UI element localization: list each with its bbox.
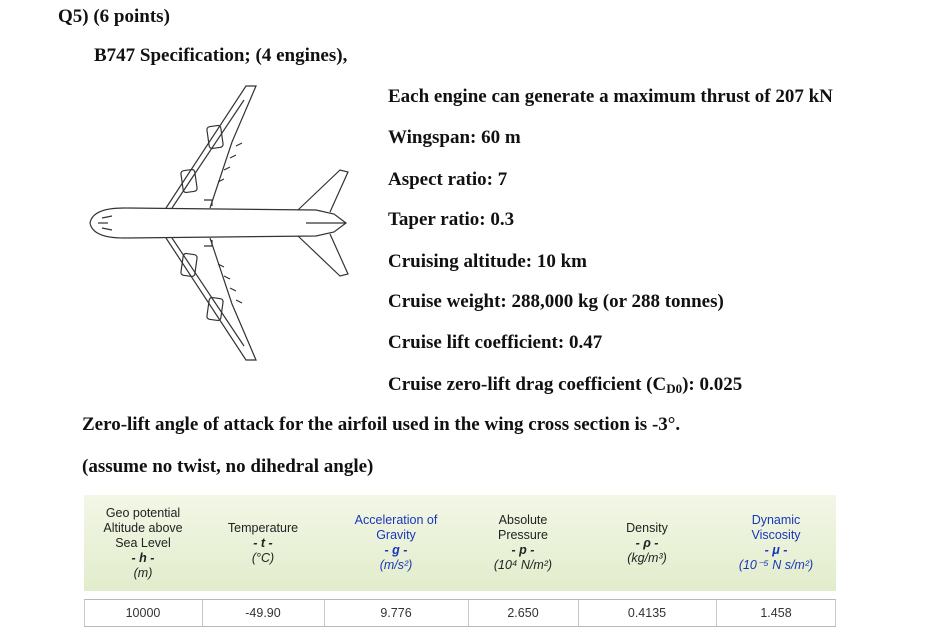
cell-density: 0.4135 — [627, 606, 667, 620]
drag-prefix: Cruise zero-lift drag coefficient (C — [388, 374, 667, 395]
spec-engine-thrust: Each engine can generate a maximum thrust of 207 kN — [388, 86, 833, 107]
aircraft-outline — [90, 86, 348, 360]
header-density: Density - ρ - (kg/m³) — [626, 520, 668, 565]
cell-gravity: 9.776 — [380, 606, 412, 620]
cell-temperature: -49.90 — [245, 606, 281, 620]
spec-lift-coefficient: Cruise lift coefficient: 0.47 — [388, 332, 603, 353]
spec-aspect-ratio: Aspect ratio: 7 — [388, 169, 508, 190]
spec-wingspan: Wingspan: 60 m — [388, 127, 521, 148]
header-gravity: Acceleration of Gravity - g - (m/s²) — [354, 513, 438, 572]
cell-altitude: 10000 — [125, 606, 161, 620]
cell-viscosity: 1.458 — [760, 606, 792, 620]
atmosphere-table — [84, 495, 836, 631]
header-viscosity: Dynamic Viscosity - μ - (10⁻⁵ N s/m²) — [738, 513, 814, 572]
spec-heading: B747 Specification; (4 engines), — [94, 45, 348, 66]
spec-zero-lift-drag — [388, 374, 742, 397]
header-altitude: Geo potential Altitude above Sea Level - h - (m) — [103, 505, 183, 580]
cell-pressure: 2.650 — [507, 606, 539, 620]
spec-cruise-altitude: Cruising altitude: 10 km — [388, 251, 587, 272]
table-row — [84, 599, 836, 627]
header-temperature: Temperature - t - (°C) — [227, 520, 299, 565]
drag-subscript: D0 — [666, 381, 683, 396]
drag-suffix: ): 0.025 — [682, 374, 743, 395]
table-header-row — [84, 495, 836, 591]
assumption-note: (assume no twist, no dihedral angle) — [82, 456, 374, 477]
question-title: Q5) (6 points) — [58, 6, 170, 27]
spec-cruise-weight: Cruise weight: 288,000 kg (or 288 tonnes) — [388, 291, 724, 312]
b747-planform-image — [84, 82, 376, 364]
zero-lift-note: Zero-lift angle of attack for the airfoil used in the wing cross section is -3°. — [82, 414, 681, 435]
spec-taper-ratio: Taper ratio: 0.3 — [388, 209, 515, 230]
header-pressure: Absolute Pressure - p - (10⁴ N/m²) — [493, 513, 553, 572]
